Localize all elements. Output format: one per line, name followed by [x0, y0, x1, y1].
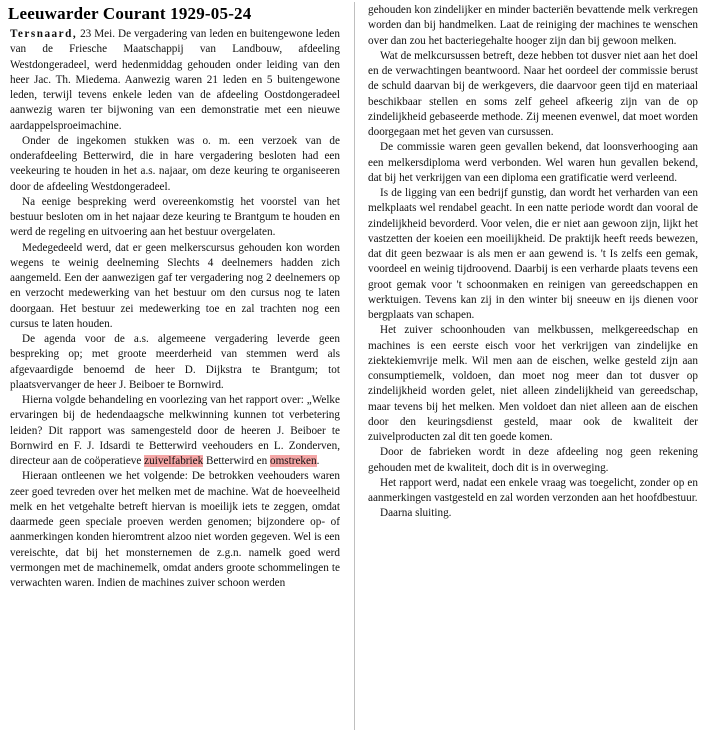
paragraph-8: gehouden kon zindelijker en minder bacteriën bevattende melk verkregen worden dan bij handmelken. Laat de reiniging der machines te wenschen over dan zou het bacteriegehalte hooger zijn dan bij gewoon melken.: [368, 4, 698, 47]
paragraph-1: Tersnaard, 23 Mei. De vergadering van leden en buitengewone leden van de Friesche Maatschappij van Landbouw, afdeeling Westdongeradeel, werd hedenmiddag gehouden onder leiding van den heer Jac. Th. Miedema. Aanwezig waren 21 leden en 5 buitengewone leden, terwijl tevens enkele leden van de afdeeling Oostdongeradeel aanwezig waren ter bijwoning van een demonstratie met een nieuwe aardappelsproeimachine.: [10, 28, 340, 132]
search-highlight-zuivelfabriek: zuivelfabriek: [144, 455, 204, 467]
paragraph-2: Onder de ingekomen stukken was o. m. een verzoek van de onderafdeeling Betterwird, die in hare vergadering besloten had een veekeuring te houden in het a.s. najaar, om deze keuring te organiseeren door de afdeeling Westdongeradeel.: [10, 134, 340, 193]
paragraph-14: Het rapport werd, nadat een enkele vraag was toegelicht, zonder op en aanmerkingen vastgesteld en zal worden verzonden aan het hoofdbestuur.: [368, 476, 698, 504]
paragraph-3: Na eenige bespreking werd overeenkomstig het voorstel van het bestuur besloten om in het najaar deze keuring te Brantgum te houden en werd de regeling en uitvoering aan het bestuur overgelaten.: [10, 195, 340, 239]
paragraph-10: De commissie waren geen gevallen bekend, dat loonsverhooging aan een melkersdiploma werd verbonden. Wel waren hun gevallen bekend, dat bij het verkrijgen van een diploma een gratificatie werd verleend.: [368, 141, 698, 184]
column-divider: [354, 2, 355, 730]
paragraph-15: Daarna sluiting.: [380, 507, 452, 520]
paragraph-4: Medegedeeld werd, dat er geen melkerscursus gehouden kon worden wegens te weinig deelneming Slechts 4 deelnemers hadden zich aangemeld. Een der aanwezigen gaf ter vergadering nog 2 deelnemers op en verzocht medewerking van het bestuur om den cursus nog te laten doorgaan. Het bestuur zei medewerking toe en zal trachten nog een cursus te laten houden.: [10, 241, 340, 330]
page-title: Leeuwarder Courant 1929-05-24: [8, 4, 252, 23]
paragraph-5: De agenda voor de a.s. algemeene vergadering leverde geen bespreking op; met groote meerderheid van stemmen werd als afgevaardigde benoemd de heer D. Dijkstra te Brantgum; tot plaatsvervanger de heer J. Beiboer te Bornwird.: [10, 333, 340, 391]
dateline: Tersnaard,: [10, 28, 78, 40]
paragraph-12: Het zuiver schoonhouden van melkbussen, melkgereedschap en machines is een eerste eisch voor het verkrijgen van zindelijke en ziektekiemvrije melk. Wil men aan de eischen, welke gesteld zijn aan consumptiemelk, voldoen, dan moet nog meer dan tot dusver op zindelijkheid worden gelet, niet alleen zindelijkheid van gereedschap, maar tevens bij het melken. Men voldoet dan niet alleen aan de eischen door den keuringsdienst gesteld, maar ook de kwaliteit der zuivelproducten zal dit ten goede komen.: [368, 324, 698, 443]
paragraph-13: Door de fabrieken wordt in deze afdeeling nog geen rekening gehouden met de kwaliteit, doch dit is in overweging.: [368, 446, 698, 474]
right-column: [368, 3, 698, 522]
search-highlight-omstreken: omstreken: [269, 455, 317, 467]
left-column: [10, 27, 340, 591]
paragraph-11: Is de ligging van een bedrijf gunstig, dan wordt het verharden van een melkplaats wel rendabel geacht. In een natte periode wordt dan vooral de zindelijkheid bevorderd. Voor velen, die er niet aan gewoon zijn, lijkt het vastzetten der koeien een moeilijkheid. De praktijk heeft reeds bewezen, dat dit geen bezwaar is als men er aan gewend is. 't Is zelfs een gemak, voordeel en weinig tijdroovend. Daarbij is een verharde plaats tevens een groot gemak voor 't schoonmaken en reinigen van gereedschappen en werktuigen. Tevens kan zij in den winter bij sneeuw en ijs dienen voor bergplaats van schapen.: [368, 187, 698, 321]
paragraph-6: Hierna volgde behandeling en voorlezing van het rapport over: „Welke ervaringen bij de hedendaagsche melkwinning kunnen tot verbetering leiden? Dit rapport was samengesteld door de heeren J. Beiboer te Bornwird en F. J. Idsardi te Betterwird veehouders en L. Zonderven, directeur aan de coöperatieve zuivelfabriek Betterwird en omstreken.: [10, 394, 340, 467]
paragraph-7: Hieraan ontleenen we het volgende: De betrokken veehouders waren zeer goed tevreden over het melken met de machine. Wat de hoeveelheid melk en het vetgehalte betreft hiervan is moeilijk iets te zeggen, omdat daarmede geen speciale proeven werden genomen; bijzondere op- of aanmerkingen konden hieromtrent alzoo niet worden gegeven. Wel is een vereischte, dat bij het monsternemen de z.g.n. namelk goed werd vermongen met de machinemelk, omdat anders groote schommelingen te verwachten waren. Indien de machines zuiver schoon werden: [10, 470, 340, 589]
paragraph-9: Wat de melkcursussen betreft, deze hebben tot dusver niet aan het doel en de verwachtingen beantwoord. Naar het oordeel der commissie berust de schuld daarvan bij de werkgevers, die daarvoor geen tijd en materiaal beschikbaar stellen en soms zelf geheel afkeerig zijn van de op zindelijkheid gebaseerde methode. Zij meenen evenwel, dat moet worden doorgegaan met het geven van cursussen.: [368, 49, 698, 138]
